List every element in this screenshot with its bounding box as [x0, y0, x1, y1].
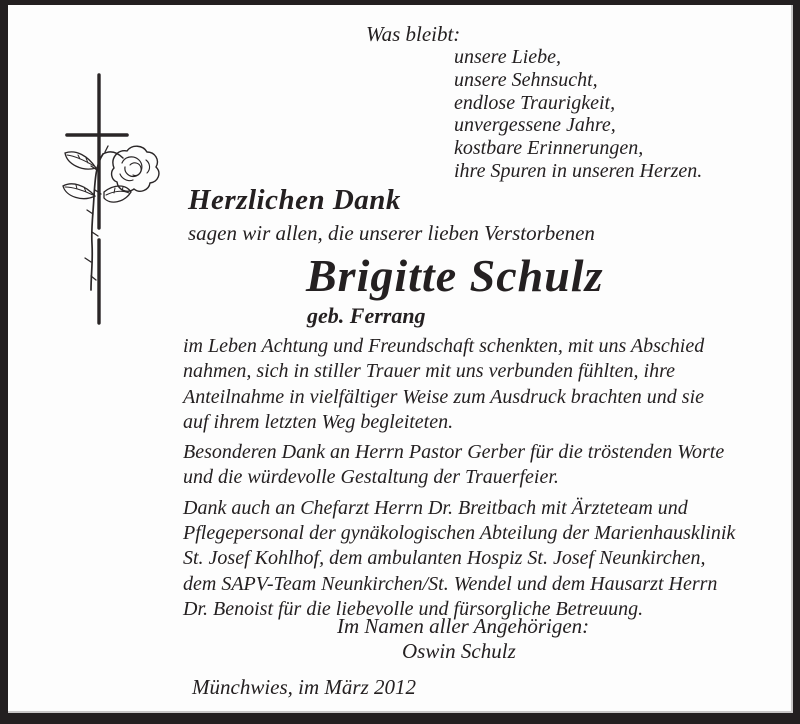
notice-heading: Herzlichen Dank: [188, 184, 401, 216]
poem-line: unvergessene Jahre,: [454, 114, 616, 137]
paragraph-line: im Leben Achtung und Freundschaft schenkten, mit uns Abschied: [183, 335, 705, 357]
poem-line: unsere Liebe,: [454, 46, 562, 68]
paragraph-line: Besonderen Dank an Herrn Pastor Gerber für die tröstenden Worte: [183, 441, 725, 464]
paragraph-line: Dr. Benoist für die liebevolle und fürsorgliche Betreuung.: [183, 597, 644, 620]
paragraph-line: dem SAPV-Team Neunkirchen/St. Wendel und dem Hausarzt Herrn: [183, 572, 718, 595]
paragraph-medical-thanks: [183, 496, 735, 622]
paragraph-line: auf ihrem letzten Weg begleiteten.: [183, 410, 454, 433]
paragraph-line: Anteilnahme in vielfältiger Weise zum Ausdruck brachten und sie: [183, 385, 705, 408]
poem-line: kostbare Erinnerungen,: [454, 137, 644, 160]
cross-with-rose-icon: [50, 68, 170, 330]
closing-line: Im Namen aller Angehörigen:: [337, 614, 590, 638]
paragraph-line: Dank auch an Chefarzt Herrn Dr. Breitbach mit Ärzteteam und: [183, 496, 688, 519]
paragraph-line: Pflegepersonal der gynäkologischen Abteilung der Marienhausklinik: [183, 522, 736, 545]
signature-name: Oswin Schulz: [402, 639, 516, 663]
scan-border-left: [0, 0, 8, 724]
scan-border-top: [0, 0, 800, 5]
paragraph-line: nahmen, sich in stiller Trauer mit uns verbunden fühlten, ihre: [183, 360, 676, 383]
scan-border-right: [793, 0, 800, 724]
paragraph-line: und die würdevolle Gestaltung der Trauerfeier.: [183, 466, 559, 489]
poem-line: unsere Sehnsucht,: [454, 68, 598, 91]
paragraph-pastor-thanks: [183, 440, 735, 491]
poem-intro: Was bleibt:: [366, 22, 461, 46]
poem-line: ihre Spuren in unseren Herzen.: [454, 159, 703, 182]
paragraph-line: St. Josef Kohlhof, dem ambulanten Hospiz St. Josef Neunkirchen,: [183, 547, 706, 570]
deceased-name: Brigitte Schulz: [306, 250, 604, 301]
notice-intro-line: sagen wir allen, die unserer lieben Verstorbenen: [188, 221, 595, 245]
scan-border-bottom: [0, 713, 800, 724]
poem: [454, 46, 702, 183]
paragraph-acknowledgement: [183, 334, 735, 435]
poem-line: endlose Traurigkeit,: [454, 91, 616, 114]
notice-body: [183, 334, 735, 627]
place-and-date: Münchwies, im März 2012: [192, 675, 416, 699]
maiden-name: geb. Ferrang: [307, 303, 426, 328]
